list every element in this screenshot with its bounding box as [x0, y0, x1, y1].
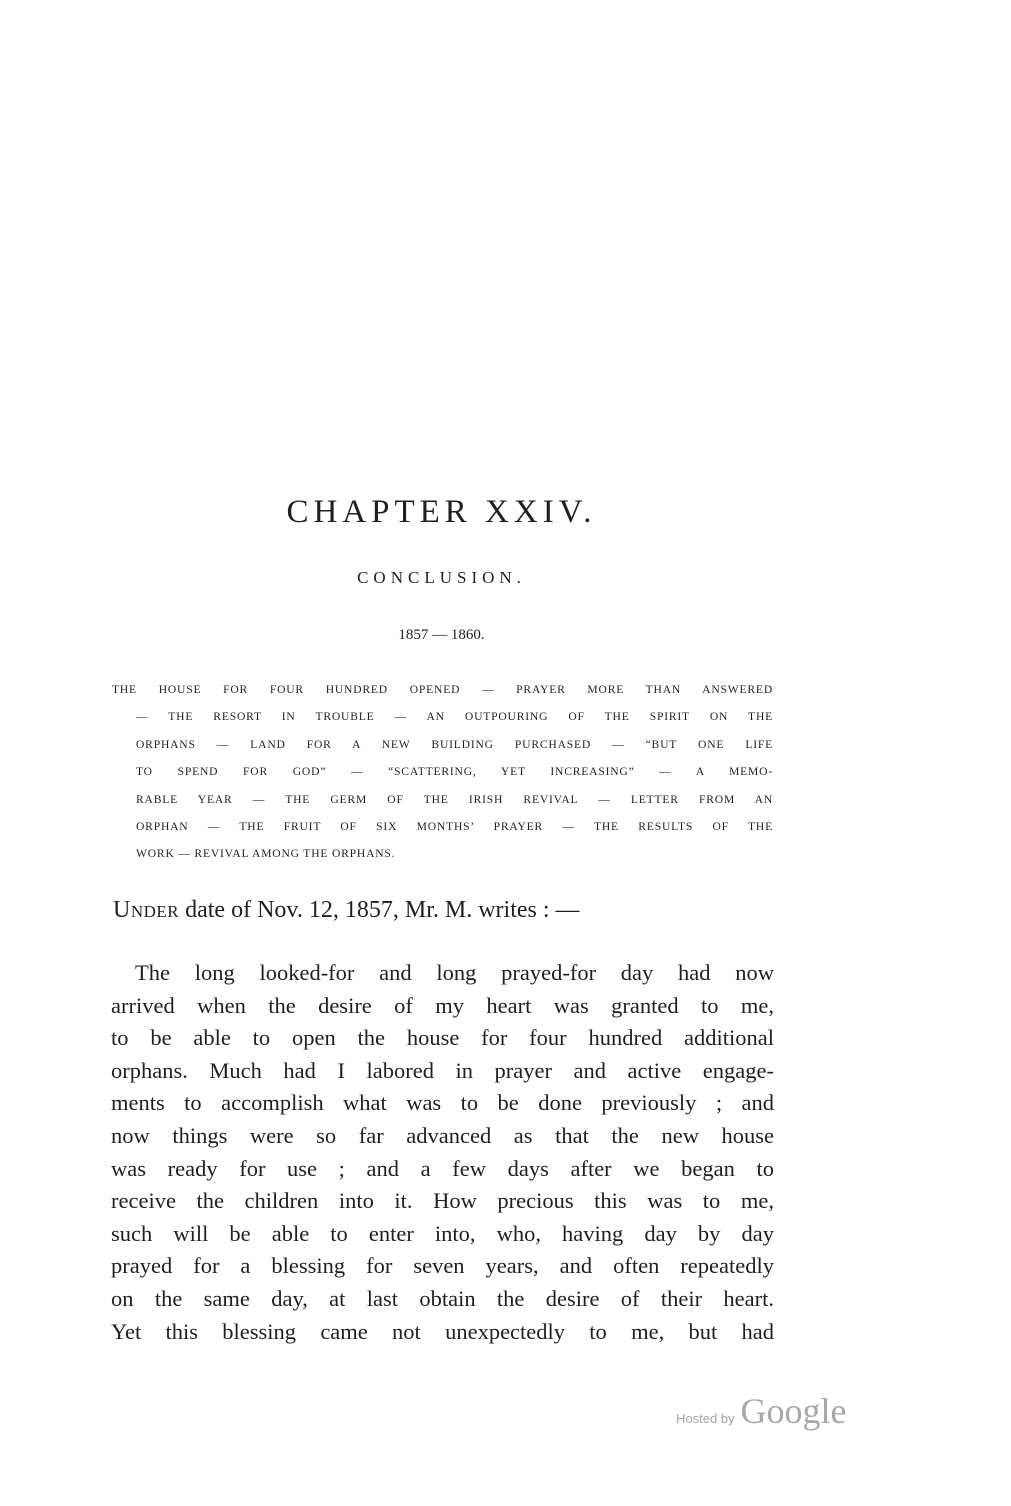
body-line: such will be able to enter into, who, having day by day: [111, 1220, 774, 1246]
body-line: was ready for use ; and a few days after we began to: [111, 1155, 774, 1181]
synopsis-line: WORK — REVIVAL AMONG THE ORPHANS.: [136, 847, 396, 861]
body-line: to be able to open the house for four hundred additional: [111, 1025, 774, 1051]
synopsis-line: ORPHAN — THE FRUIT OF SIX MONTHS’ PRAYER — THE RESULTS OF THE: [136, 819, 773, 833]
body-line: The long looked-for and long prayed-for day had now: [135, 960, 774, 985]
synopsis-line: — THE RESORT IN TROUBLE — AN OUTPOURING OF THE SPIRIT ON THE: [136, 710, 773, 724]
synopsis-line: THE HOUSE FOR FOUR HUNDRED OPENED — PRAYER MORE THAN ANSWERED: [112, 683, 773, 696]
chapter-synopsis: [112, 676, 773, 868]
hosted-by-google-watermark: [676, 1390, 847, 1440]
google-logo: Google: [740, 1391, 847, 1431]
intro-lead-word: Under: [113, 897, 180, 923]
body-line: receive the children into it. How precious this was to me,: [111, 1188, 774, 1214]
hosted-by-label: Hosted by: [676, 1411, 735, 1426]
chapter-dates: 1857 — 1860.: [398, 627, 485, 643]
body-line: ments to accomplish what was to be done previously ; and: [111, 1090, 774, 1116]
synopsis-line: ORPHANS — LAND FOR A NEW BUILDING PURCHASED — “BUT ONE LIFE: [136, 737, 773, 751]
body-line: Yet this blessing came not unexpectedly to me, but had: [111, 1318, 774, 1344]
chapter-subtitle: CONCLUSION.: [357, 568, 526, 587]
intro-line: [113, 892, 773, 928]
synopsis-line: RABLE YEAR — THE GERM OF THE IRISH REVIVAL — LETTER FROM AN: [136, 792, 773, 806]
body-line: now things were so far advanced as that the new house: [111, 1122, 774, 1148]
synopsis-line: TO SPEND FOR GOD” — “SCATTERING, YET INCREASING” — A MEMO-: [136, 765, 773, 779]
body-paragraph: [111, 957, 774, 1348]
body-line: arrived when the desire of my heart was granted to me,: [111, 992, 774, 1018]
body-line: prayed for a blessing for seven years, and often repeatedly: [111, 1253, 774, 1279]
chapter-title: CHAPTER XXIV.: [286, 494, 597, 530]
intro-rest: date of Nov. 12, 1857, Mr. M. writes : —: [179, 897, 580, 923]
body-line: orphans. Much had I labored in prayer and active engage-: [111, 1057, 774, 1083]
body-line: on the same day, at last obtain the desire of their heart.: [111, 1285, 774, 1311]
